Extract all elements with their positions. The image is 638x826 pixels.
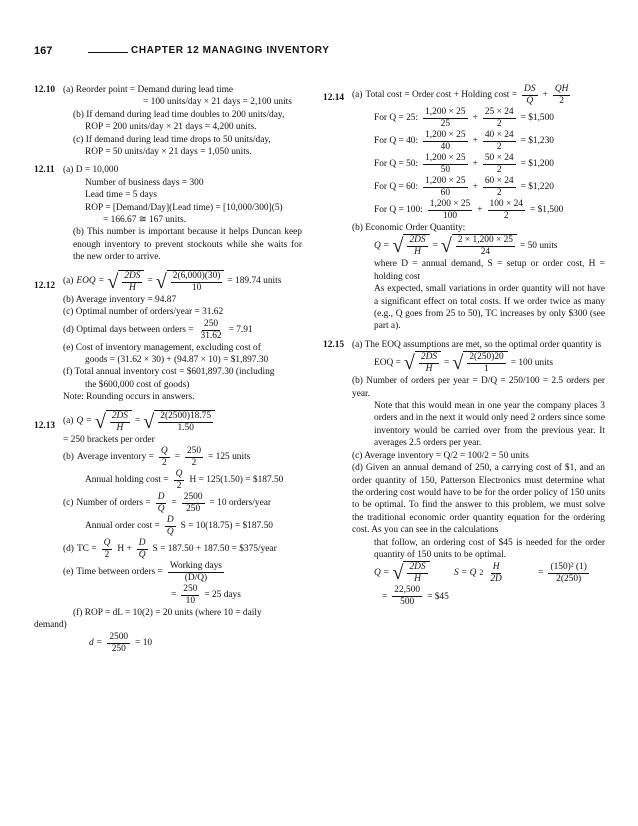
equation: Annual order cost = $\frac{D}{Q}$ S = 10(18.75) = $187.50	[85, 514, 273, 537]
text-line: (e) Cost of inventory management, excluding cost of	[63, 342, 261, 353]
equation: d = $\frac{2500}{250}$ = 10	[89, 631, 153, 654]
text-paragraph: (d) Given an annual demand of 250, a carrying cost of $1, and an order quantity of 150, Patterson Electronics must determine what the ordering cost would have to be for the order policy of 150 units to be optimal. To find the answer to this problem, we must solve the traditional economic order quantity equation for the ordering cost. As you can see in the calculations	[352, 463, 605, 536]
text-line: Lead time = 5 days	[85, 190, 157, 201]
text-paragraph: Note that this would mean in one year the company places 3 orders and in the next it would only need 2 orders since some inventory would be carried over from the previous year. It averages 2.5 orders per year.	[374, 401, 605, 449]
problem-number: 12.10	[34, 85, 56, 95]
holding-cost-fraction: $\frac{25 \times 24}{2}$	[484, 107, 514, 129]
holding-cost-fraction: $\frac{40 \times 24}{2}$	[484, 130, 514, 152]
row-result: = $1,220	[520, 182, 554, 193]
text-line: = 250 brackets per order	[63, 434, 155, 445]
problem-12-13	[34, 410, 302, 655]
equation: (a) Q = √ $\frac{2DS}{H}$ = √ $\frac{2(2500)18.75}{1.50}$	[63, 410, 215, 434]
problem-12-11	[34, 164, 302, 263]
problem-12-10	[34, 84, 302, 158]
text-paragraph: (b) Number of orders per year = D/Q = 250/100 = 2.5 orders per year.	[352, 376, 605, 399]
problem-number: 12.12	[34, 280, 56, 291]
text-line: (b) Average inventory = 94.87	[63, 294, 177, 305]
text-line: ROP = 200 units/day × 21 days = 4,200 units.	[85, 122, 257, 133]
text-line: Number of business days = 300	[85, 177, 204, 188]
order-cost-fraction: $\frac{1,200 \times 25}{40}$	[425, 130, 466, 152]
problem-12-12	[34, 270, 302, 404]
equation: Q = √ $\frac{2DS}{H}$ = √ $\frac{2 \times 1,200 \times 25}{24}$ = 50 units	[374, 235, 558, 258]
text-paragraph: As expected, small variations in order quantity will not have a significant effect on total costs. If we order twice as many (e.g., Q goes from 25 to 50), TC increases by only $300 (see part a).	[374, 284, 605, 332]
equation: (d) Optimal days between orders = $\frac{250}{31.62}$ = 7.91	[63, 318, 253, 341]
equation: (e) Time between orders = $\frac{\text{Working days}}{(D/Q)}$	[63, 560, 222, 583]
order-cost-fraction: $\frac{1,200 \times 25}{25}$	[425, 107, 466, 129]
equation: (c) Number of orders = $\frac{D}{Q}$ = $\frac{2500}{250}$ = 10 orders/year	[63, 491, 272, 514]
holding-cost-fraction: $\frac{50 \times 24}{2}$	[484, 153, 514, 175]
text-line: (f) ROP = dL = 10(2) = 20 units (where 10 = daily	[73, 607, 262, 618]
text-line: (c) If demand during lead time drops to 50 units/day,	[73, 134, 271, 145]
equation: Annual holding cost = $\frac{Q}{2}$ H = 125(1.50) = $187.50	[85, 468, 284, 491]
equation: (a) EOQ = √ $\frac{2DS}{H}$ = √ $\frac{2(6,000)(30)}{10}$ = 189.74 units	[63, 270, 282, 293]
problem-12-14	[323, 84, 605, 333]
text-line: (c) Average inventory = Q/2 = 100/2 = 50 units	[352, 450, 529, 461]
problem-number: 12.11	[34, 165, 55, 176]
row-label: For Q = 40:	[374, 136, 419, 147]
text-line: ROP = 50 units/day × 21 days = 1,050 units.	[85, 147, 252, 158]
sqrt: √ $\frac{2DS}{H}$	[107, 270, 144, 294]
equation: = $\frac{250}{10}$ = 25 days	[171, 583, 241, 606]
total-cost-row: For Q = 40: $\frac{1,200 \times 25}{40}$ + $\frac{40 \times 24}{2}$ = $1,230	[374, 130, 554, 152]
page-header	[34, 45, 604, 59]
text-line: (c) Optimal number of orders/year = 31.62	[63, 307, 224, 318]
total-cost-row: For Q = 60: $\frac{1,200 \times 25}{60}$ + $\frac{60 \times 24}{2}$ = $1,220	[374, 176, 554, 198]
problem-12-15	[323, 339, 605, 609]
holding-cost-fraction: $\frac{100 \times 24}{2}$	[489, 199, 523, 221]
holding-cost-fraction: $\frac{60 \times 24}{2}$	[484, 176, 514, 198]
header-rule	[88, 52, 128, 53]
equation: (d) TC = $\frac{Q}{2}$ H + $\frac{D}{Q}$ S = 187.50 + 187.50 = $375/year	[63, 537, 277, 560]
text-line: = 100 units/day × 21 days = 2,100 units	[143, 97, 292, 108]
row-result: = $1,230	[520, 136, 554, 147]
page-number: 167	[34, 45, 53, 57]
right-column	[323, 84, 605, 614]
problem-number: 12.14	[323, 93, 345, 103]
row-label: For Q = 60:	[374, 182, 419, 193]
row-label: For Q = 50:	[374, 159, 419, 170]
text-line: ROP = [Demand/Day](Lead time) = [10,000/300](5)	[85, 202, 283, 213]
order-cost-fraction: $\frac{1,200 \times 25}{100}$	[429, 199, 471, 221]
equation: S = Q 2 $\frac{H}{2D}$	[453, 561, 502, 584]
total-cost-row: For Q = 25: $\frac{1,200 \times 25}{25}$ + $\frac{25 \times 24}{2}$ = $1,500	[374, 107, 554, 129]
equation: = $\frac{\text{(150)² (1)}}{2(250)}$	[538, 561, 587, 584]
total-cost-row: For Q = 100: $\frac{1,200 \times 25}{100}$ + $\frac{100 \times 24}{2}$ = $1,500	[374, 199, 564, 221]
text-line: (b) If demand during lead time doubles to 200 units/day,	[73, 109, 285, 120]
row-result: = $1,500	[520, 113, 554, 124]
row-label: For Q = 25:	[374, 113, 419, 124]
equation: EOQ = √ $\frac{2DS}{H}$ = √ $\frac{2(250)20}{1}$ = 100 units	[374, 352, 553, 375]
text-line: goods = (31.62 × 30) + (94.87 × 10) = $1,897.30	[85, 354, 269, 365]
text-line: demand)	[34, 620, 67, 631]
chapter-title: CHAPTER 12 MANAGING INVENTORY	[131, 45, 330, 56]
row-label: For Q = 100:	[374, 205, 423, 216]
order-cost-fraction: $\frac{1,200 \times 25}{50}$	[425, 153, 466, 175]
row-result: = $1,200	[520, 159, 554, 170]
text-line: Note: Rounding occurs in answers.	[63, 392, 195, 403]
text-paragraph: (b) This number is important because it helps Duncan keep enough inventory to prevent stockouts while she waits for the new order to arrive.	[73, 227, 302, 263]
total-cost-rows	[352, 107, 605, 222]
problem-number: 12.13	[34, 420, 56, 431]
equation: (b) Average inventory = $\frac{Q}{2}$ = $\frac{250}{2}$ = 125 units	[63, 445, 251, 468]
text-paragraph: (a) The EOQ assumptions are met, so the optimal order quantity is	[352, 339, 602, 350]
text-paragraph: that follow, an ordering cost of $45 is needed for the order quantity of 150 units to be optimal.	[374, 537, 605, 560]
total-cost-row: For Q = 50: $\frac{1,200 \times 25}{50}$ + $\frac{50 \times 24}{2}$ = $1,200	[374, 153, 554, 175]
row-result: = $1,500	[529, 205, 564, 216]
equation: = $\frac{22,500}{500}$ = $45	[382, 585, 449, 608]
text-line: (b) Economic Order Quantity:	[352, 223, 466, 233]
text-line: (a) Reorder point = Demand during lead time	[63, 85, 234, 95]
text-line: (f) Total annual inventory cost = $601,897.30 (including	[63, 367, 275, 378]
equation: (a) Total cost = Order cost + Holding cost = $\frac{DS}{Q}$ + $\frac{QH}{2}$	[352, 84, 569, 106]
sqrt: √ $\frac{2(6,000)(30)}{10}$	[156, 270, 225, 294]
problem-number: 12.15	[323, 339, 345, 350]
text-paragraph: where D = annual demand, S = setup or order cost, H = holding cost	[374, 259, 605, 282]
left-column	[34, 84, 302, 661]
text-line: (a) D = 10,000	[63, 165, 119, 176]
text-line: the $600,000 cost of goods)	[85, 379, 190, 390]
order-cost-fraction: $\frac{1,200 \times 25}{60}$	[425, 176, 466, 198]
text-line: = 166.67 ≅ 167 units.	[103, 215, 186, 226]
equation: Q = √ $\frac{2DS}{H}$	[352, 561, 430, 585]
